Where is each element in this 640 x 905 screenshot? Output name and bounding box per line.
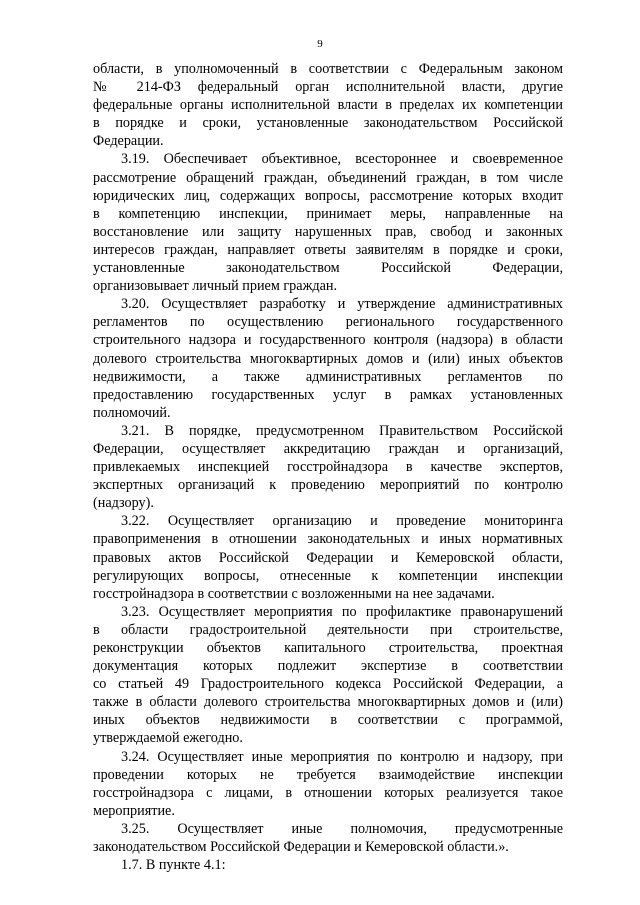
text-line: строительного надзора и государственного контроля (надзора) в области (93, 332, 563, 349)
text-line: предоставлению государственных услуг в рамках установленных (93, 386, 563, 403)
text-line: реконструкции объектов капитального строительства, проектная (93, 640, 563, 656)
text-line: экспертных организаций к проведению мероприятий по контролю (93, 477, 563, 494)
text-line: законодательством Российской Федерации и Кемеровской области.». (93, 839, 509, 856)
text-line: восстановление или защиту нарушенных прав, свобод и законных (93, 223, 563, 240)
text-line: привлекаемых инспекцией госстройнадзора в качестве экспертов, (93, 459, 563, 476)
text-line: госстройнадзора с лицами, в отношении которых реализуется такое (93, 784, 563, 801)
text-line: Федерации, осуществляет аккредитацию граждан и организаций, (93, 440, 563, 457)
text-line: правоприменения в отношении законодательных и иных нормативных (93, 531, 563, 548)
text-line: юридических лиц, содержащих вопросы, рассмотрение которых входит (93, 187, 563, 204)
text-line: проведении которых не требуется взаимодействие инспекции (93, 766, 563, 783)
text-line: мероприятие. (93, 802, 175, 819)
text-line: (надзору). (93, 495, 154, 512)
text-line: также в области долевого строительства многоквартирных домов и (или) (93, 694, 563, 711)
text-line: госстройнадзора в соответствии с возложенными на нее задачами. (93, 585, 495, 602)
text-line: полномочий. (93, 404, 171, 421)
text-line: иных объектов недвижимости в соответствии с программой, (93, 712, 563, 729)
text-line: 3.20. Осуществляет разработку и утверждение административных (121, 296, 563, 313)
text-line: установленные законодательством Российской Федерации, (93, 260, 563, 277)
text-line: в области градостроительной деятельности при строительстве, (93, 621, 563, 638)
text-line: 3.25. Осуществляет иные полномочия, предусмотренные (121, 820, 563, 837)
text-line: регулирующих вопросы, отнесенные к компетенции инспекции (93, 567, 563, 584)
text-line: 1.7. В пункте 4.1: (121, 857, 226, 874)
text-line: № 214-ФЗ федеральный орган исполнительной власти, другие (93, 79, 563, 96)
text-line: организовывает личный прием граждан. (93, 278, 338, 295)
text-line: правовых актов Российской Федерации и Кемеровской области, (93, 549, 563, 566)
text-line: недвижимости, а также административных регламентов по (93, 368, 563, 385)
text-line: 3.19. Обеспечивает объективное, всестороннее и своевременное (121, 151, 563, 168)
text-line: 3.23. Осуществляет мероприятия по профилактике правонарушений (121, 603, 563, 620)
text-line: интересов граждан, направляет ответы заявителям в порядке и сроки, (93, 241, 563, 258)
page-number: 9 (317, 38, 323, 50)
text-line: документация которых подлежит экспертизе в соответствии (93, 658, 563, 675)
text-line: федеральные органы исполнительной власти в пределах их компетенции (93, 97, 563, 114)
text-line: в компетенцию инспекции, принимает меры, направленные на (93, 205, 563, 222)
text-line: Федерации. (93, 133, 164, 150)
text-line: 3.22. Осуществляет организацию и проведение мониторинга (121, 513, 563, 530)
text-line: утверждаемой ежегодно. (93, 730, 243, 747)
text-line: 3.21. В порядке, предусмотренном Правительством Российской (121, 422, 563, 439)
text-line: рассмотрение обращений граждан, объединений граждан, в том числе (93, 169, 563, 186)
text-line: со статьей 49 Градостроительного кодекса Российской Федерации, а (93, 676, 563, 693)
text-line: области, в уполномоченный в соответствии с Федеральным законом (93, 61, 563, 77)
text-line: регламентов по осуществлению регионального государственного (93, 314, 563, 331)
text-line: в порядке и сроки, установленные законодательством Российской (93, 115, 563, 132)
text-line: 3.24. Осуществляет иные мероприятия по контролю и надзору, при (121, 748, 563, 765)
document-body (93, 60, 563, 874)
text-line: долевого строительства многоквартирных домов и (или) иных объектов (93, 350, 563, 367)
